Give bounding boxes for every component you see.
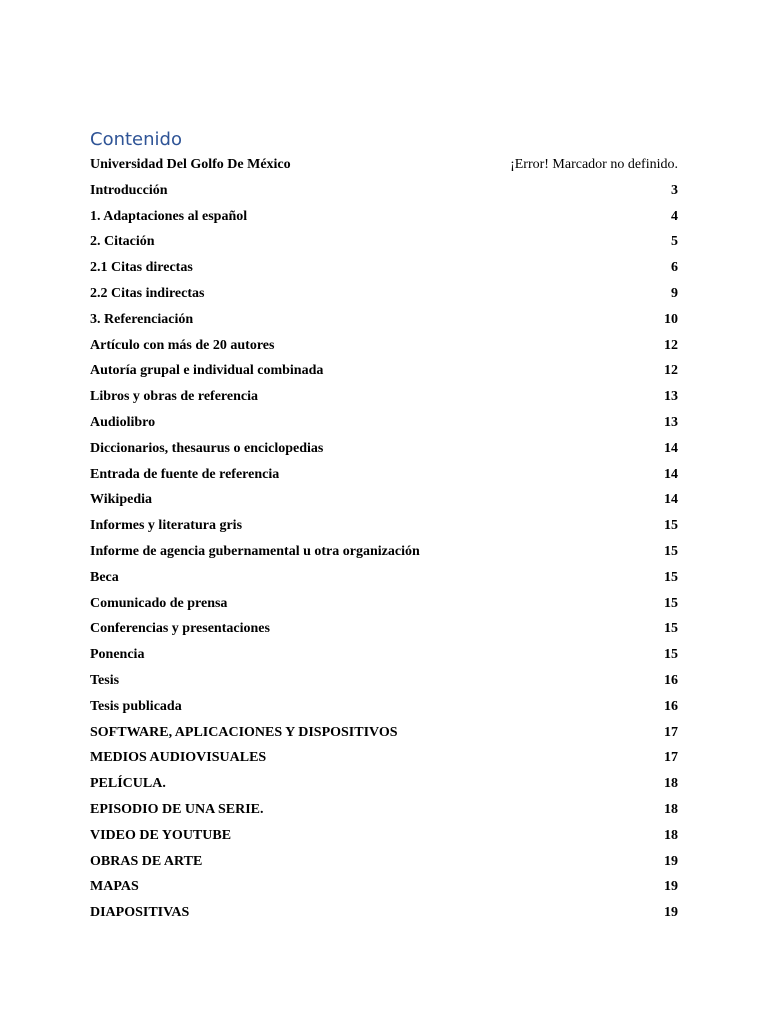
toc-entry-page-number: 15 bbox=[664, 569, 678, 585]
toc-entry[interactable] bbox=[90, 255, 678, 281]
toc-entry-page-number: 15 bbox=[664, 621, 678, 637]
toc-entry[interactable] bbox=[90, 874, 678, 900]
toc-entry-page-number: 13 bbox=[664, 389, 678, 405]
toc-entry-page-number: 17 bbox=[664, 724, 678, 740]
toc-entry-title: Beca bbox=[90, 569, 119, 585]
toc-entry[interactable] bbox=[90, 384, 678, 410]
toc-entry-title: Comunicado de prensa bbox=[90, 595, 228, 611]
toc-entry[interactable] bbox=[90, 410, 678, 436]
toc-entry-title: MEDIOS AUDIOVISUALES bbox=[90, 750, 267, 766]
toc-entry-page-number: 14 bbox=[664, 466, 678, 482]
toc-entry-page-number: 19 bbox=[664, 879, 678, 895]
toc-entry-title: VIDEO DE YOUTUBE bbox=[90, 827, 232, 843]
toc-entry-title: Wikipedia bbox=[90, 492, 152, 508]
toc-entry-page-number: 6 bbox=[671, 260, 678, 276]
toc-entry-title: Artículo con más de 20 autores bbox=[90, 337, 275, 353]
toc-entry-title: Introducción bbox=[90, 182, 168, 198]
toc-entry[interactable] bbox=[90, 333, 678, 359]
toc-entry[interactable] bbox=[90, 539, 678, 565]
toc-entry-page-number: 14 bbox=[664, 492, 678, 508]
toc-entry-title: Diccionarios, thesaurus o enciclopedias bbox=[90, 440, 324, 456]
toc-entry-page-number: 13 bbox=[664, 414, 678, 430]
toc-entry-title: Universidad Del Golfo De México bbox=[90, 157, 291, 172]
toc-entry-title: MAPAS bbox=[90, 879, 139, 895]
toc-entry-page-number: 16 bbox=[664, 698, 678, 714]
toc-entry-page-number: 16 bbox=[664, 672, 678, 688]
toc-entry[interactable] bbox=[90, 668, 678, 694]
toc-entry-title: Informe de agencia gubernamental u otra organización bbox=[90, 543, 420, 559]
toc-entry[interactable] bbox=[90, 616, 678, 642]
toc-entry-page-number: 15 bbox=[664, 518, 678, 534]
toc-entry-page-number: 5 bbox=[671, 234, 678, 250]
toc-entry[interactable] bbox=[90, 281, 678, 307]
toc-entry-title: 2. Citación bbox=[90, 234, 155, 250]
toc-entry[interactable] bbox=[90, 823, 678, 849]
toc-entry-page-number: 12 bbox=[664, 337, 678, 353]
toc-entry-title: PELÍCULA. bbox=[90, 776, 166, 792]
toc-entry-title: Entrada de fuente de referencia bbox=[90, 466, 280, 482]
toc-entry-page-number: 17 bbox=[664, 750, 678, 766]
toc-entry-page-number: 15 bbox=[664, 647, 678, 663]
toc-entry[interactable] bbox=[90, 204, 678, 230]
toc-entry-title: Audiolibro bbox=[90, 414, 156, 430]
toc-entry[interactable] bbox=[90, 513, 678, 539]
toc-entry-title: 1. Adaptaciones al español bbox=[90, 208, 248, 224]
toc-entry-page-number: ¡Error! Marcador no definido. bbox=[510, 157, 678, 172]
toc-entry[interactable] bbox=[90, 178, 678, 204]
toc-entry-title: Tesis publicada bbox=[90, 698, 182, 714]
toc-entry-page-number: 9 bbox=[671, 285, 678, 301]
toc-entry-page-number: 19 bbox=[664, 905, 678, 921]
toc-entry[interactable] bbox=[90, 900, 678, 926]
toc-entry-title: 2.2 Citas indirectas bbox=[90, 285, 205, 301]
toc-entry[interactable] bbox=[90, 849, 678, 875]
toc-entry[interactable] bbox=[90, 487, 678, 513]
toc-entry-page-number: 18 bbox=[664, 827, 678, 843]
toc-entry-page-number: 15 bbox=[664, 595, 678, 611]
toc-entry[interactable] bbox=[90, 694, 678, 720]
toc-entry-title: OBRAS DE ARTE bbox=[90, 853, 203, 869]
table-of-contents bbox=[90, 152, 678, 926]
toc-entry[interactable] bbox=[90, 436, 678, 462]
toc-entry-title: 3. Referenciación bbox=[90, 311, 194, 327]
toc-entry[interactable] bbox=[90, 462, 678, 488]
toc-entry-title: Conferencias y presentaciones bbox=[90, 621, 270, 637]
toc-entry[interactable] bbox=[90, 229, 678, 255]
toc-entry-page-number: 4 bbox=[671, 208, 678, 224]
toc-entry-title: Informes y literatura gris bbox=[90, 518, 243, 534]
toc-entry-page-number: 10 bbox=[664, 311, 678, 327]
toc-entry-title: Ponencia bbox=[90, 647, 145, 663]
toc-entry-page-number: 15 bbox=[664, 543, 678, 559]
toc-entry[interactable] bbox=[90, 591, 678, 617]
toc-entry-title: SOFTWARE, APLICACIONES Y DISPOSITIVOS bbox=[90, 724, 398, 740]
toc-entry-title: 2.1 Citas directas bbox=[90, 260, 193, 276]
toc-entry[interactable] bbox=[90, 642, 678, 668]
toc-entry[interactable] bbox=[90, 720, 678, 746]
toc-entry-page-number: 3 bbox=[671, 182, 678, 198]
toc-entry-page-number: 18 bbox=[664, 776, 678, 792]
toc-entry-title: Tesis bbox=[90, 672, 120, 688]
toc-entry[interactable] bbox=[90, 797, 678, 823]
toc-entry-title: DIAPOSITIVAS bbox=[90, 905, 190, 921]
toc-entry-page-number: 18 bbox=[664, 801, 678, 817]
toc-entry[interactable] bbox=[90, 745, 678, 771]
toc-entry-page-number: 14 bbox=[664, 440, 678, 456]
toc-entry[interactable] bbox=[90, 358, 678, 384]
toc-entry-title: EPISODIO DE UNA SERIE. bbox=[90, 801, 264, 817]
toc-entry-page-number: 12 bbox=[664, 363, 678, 379]
toc-entry[interactable] bbox=[90, 771, 678, 797]
toc-entry[interactable] bbox=[90, 307, 678, 333]
toc-entry-title: Libros y obras de referencia bbox=[90, 389, 258, 405]
toc-entry-page-number: 19 bbox=[664, 853, 678, 869]
toc-heading: Contenido bbox=[90, 129, 182, 150]
toc-entry-title: Autoría grupal e individual combinada bbox=[90, 363, 324, 379]
toc-entry[interactable] bbox=[90, 565, 678, 591]
toc-entry[interactable] bbox=[90, 152, 678, 178]
